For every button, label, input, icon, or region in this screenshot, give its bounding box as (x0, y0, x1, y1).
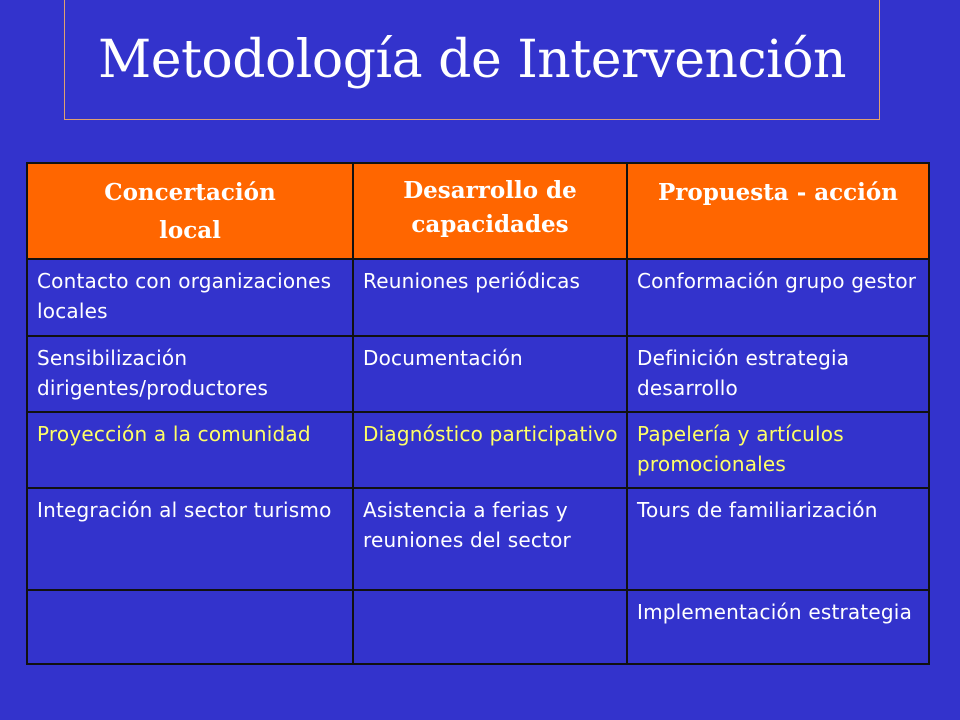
table-cell: Definición estrategia desarrollo (627, 336, 929, 412)
header-propuesta-accion: Propuesta - acción (627, 163, 929, 259)
title-box (64, 0, 880, 120)
table-cell: Sensibilización dirigentes/productores (27, 336, 353, 412)
table-cell: Reuniones periódicas (353, 259, 627, 336)
methodology-table (26, 162, 930, 665)
table-cell (353, 590, 627, 664)
table-row (27, 488, 929, 590)
table-cell: Implementación estrategia (627, 590, 929, 664)
table-cell: Diagnóstico participativo (353, 412, 627, 488)
header-row (27, 163, 929, 259)
header-desarrollo-capacidades: Desarrollo de capacidades (353, 163, 627, 259)
table-cell: Tours de familiarización (627, 488, 929, 590)
table-row (27, 590, 929, 664)
header-line: local (159, 217, 221, 244)
table-cell: Conformación grupo gestor (627, 259, 929, 336)
table-cell: Documentación (353, 336, 627, 412)
header-concertacion-local (27, 163, 353, 259)
header-line: Concertación (104, 179, 276, 206)
table-cell (27, 590, 353, 664)
table-cell: Integración al sector turismo (27, 488, 353, 590)
table-cell: Contacto con organizaciones locales (27, 259, 353, 336)
slide-title: Metodología de Intervención (97, 29, 847, 90)
table-cell: Proyección a la comunidad (27, 412, 353, 488)
table-row (27, 259, 929, 336)
table-row (27, 412, 929, 488)
table-cell: Asistencia a ferias y reuniones del sector (353, 488, 627, 590)
table-cell: Papelería y artículos promocionales (627, 412, 929, 488)
table-row (27, 336, 929, 412)
